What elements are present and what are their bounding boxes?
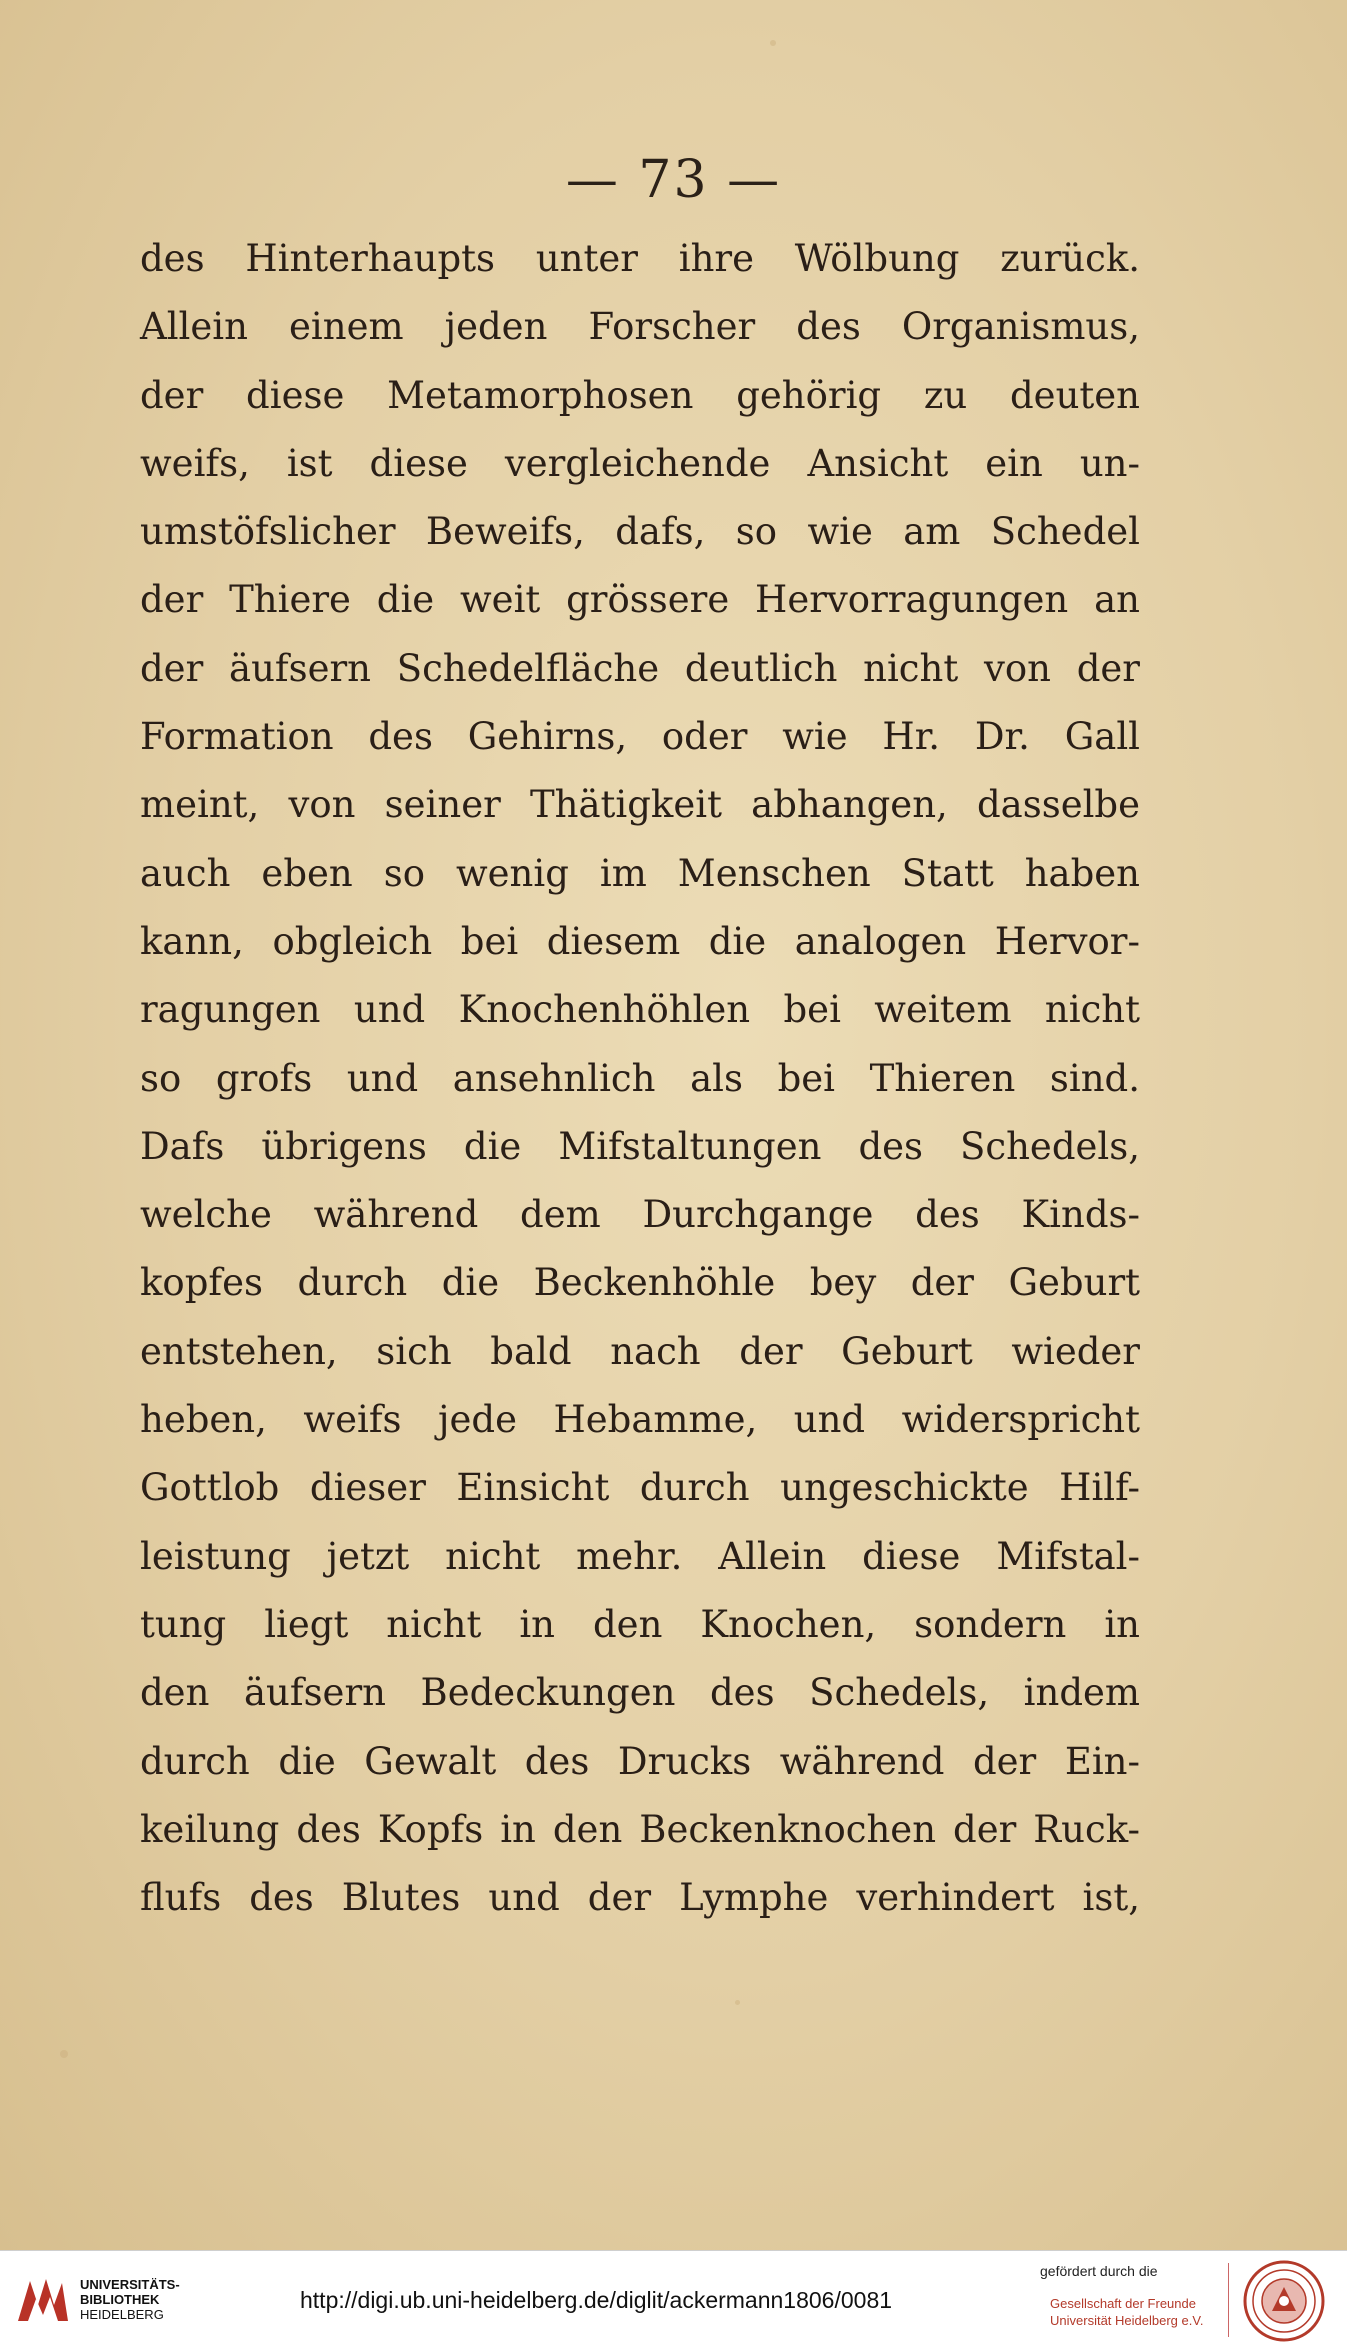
text-line: weifs, ist diese vergleichende Ansicht ein un-	[140, 441, 1140, 485]
library-name-line: UNIVERSITÄTS-	[80, 2277, 180, 2292]
ub-heidelberg-logo-icon	[14, 2271, 72, 2329]
text-line: flufs des Blutes und der Lymphe verhindert ist,	[140, 1876, 1140, 1920]
page-number: — 73 —	[565, 150, 782, 210]
text-line: durch die Gewalt des Drucks während der Ein-	[140, 1739, 1140, 1783]
text-line: kann, obgleich bei diesem die analogen Hervor-	[140, 919, 1140, 963]
paper-spot	[60, 2050, 68, 2058]
text-line: heben, weifs jede Hebamme, und widerspricht	[140, 1398, 1140, 1442]
permalink-url[interactable]: http://digi.ub.uni-heidelberg.de/diglit/ackermann1806/0081	[300, 2287, 893, 2313]
text-line: der äufsern Schedelfläche deutlich nicht von der	[140, 646, 1140, 690]
footer-divider	[1228, 2263, 1229, 2337]
sponsor-name-line: Gesellschaft der Freunde	[1050, 2296, 1196, 2311]
text-line: so grofs und ansehnlich als bei Thieren sind.	[140, 1056, 1140, 1100]
sponsor-label: gefördert durch die	[1040, 2263, 1158, 2279]
text-line: leistung jetzt nicht mehr. Allein diese Mifstal-	[140, 1534, 1140, 1578]
paper-spot	[770, 40, 776, 46]
library-name-line: BIBLIOTHEK	[80, 2292, 160, 2307]
text-line: auch eben so wenig im Menschen Statt haben	[140, 851, 1140, 895]
body-text	[140, 225, 1140, 1932]
paper-spot	[735, 2000, 740, 2005]
text-line: Formation des Gehirns, oder wie Hr. Dr. Gall	[140, 715, 1140, 759]
library-name-line: HEIDELBERG	[80, 2307, 164, 2322]
text-line: umstöfslicher Beweifs, dafs, so wie am Schedel	[140, 510, 1140, 554]
text-line: welche während dem Durchgange des Kinds-	[140, 1193, 1140, 1237]
text-line: den äufsern Bedeckungen des Schedels, indem	[140, 1671, 1140, 1715]
sponsor-name[interactable]	[1050, 2295, 1203, 2329]
footer-bar	[0, 2250, 1347, 2348]
university-seal-icon	[1242, 2259, 1326, 2343]
text-line: kopfes durch die Beckenhöhle bey der Geburt	[140, 1261, 1140, 1305]
text-line: keilung des Kopfs in den Beckenknochen der Ruck-	[140, 1807, 1140, 1851]
sponsor-name-line: Universität Heidelberg e.V.	[1050, 2313, 1204, 2328]
text-line: des Hinterhaupts unter ihre Wölbung zurück.	[140, 237, 1140, 280]
text-line: meint, von seiner Thätigkeit abhangen, dasselbe	[140, 783, 1140, 827]
text-line: der Thiere die weit grössere Hervorragungen an	[140, 578, 1140, 622]
library-name	[80, 2277, 180, 2322]
text-line: Allein einem jeden Forscher des Organismus,	[140, 305, 1140, 349]
text-line: der diese Metamorphosen gehörig zu deuten	[140, 373, 1140, 417]
text-line: Gottlob dieser Einsicht durch ungeschickte Hilf-	[140, 1466, 1140, 1510]
text-line: Dafs übrigens die Mifstaltungen des Schedels,	[140, 1124, 1140, 1168]
text-line: entstehen, sich bald nach der Geburt wieder	[140, 1329, 1140, 1373]
text-line: ragungen und Knochenhöhlen bei weitem nicht	[140, 988, 1140, 1032]
text-line: tung liegt nicht in den Knochen, sondern in	[140, 1602, 1140, 1646]
